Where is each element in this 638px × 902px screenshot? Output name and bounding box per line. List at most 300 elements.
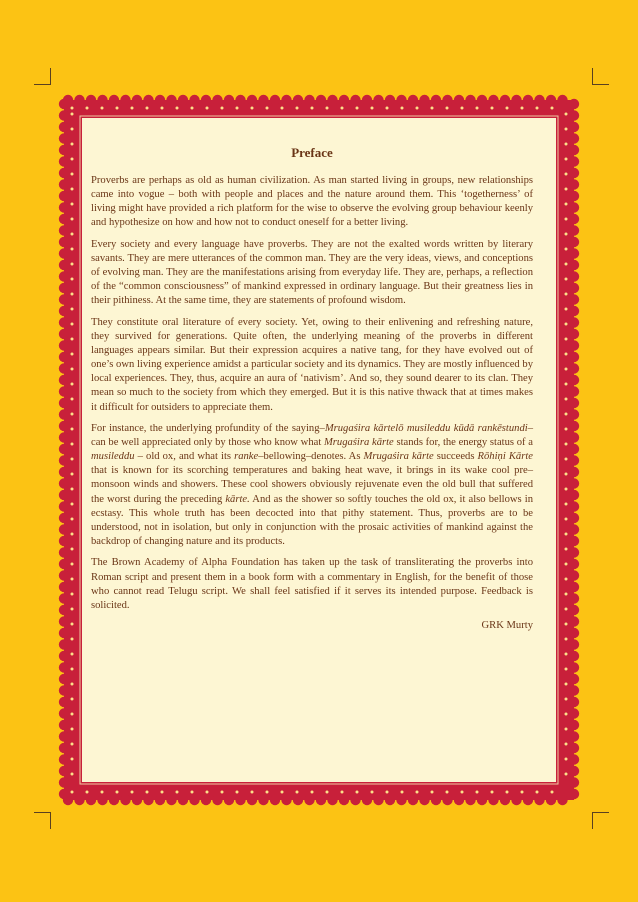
scallop [59,605,69,615]
scallop [59,352,69,362]
scallop [59,582,69,592]
frame-dot [71,608,74,611]
frame-dot [401,791,404,794]
scallop [569,789,579,799]
frame-dot [565,623,568,626]
scallop [59,743,69,753]
scallop [569,559,579,569]
scallop [362,795,372,805]
frame-dot [71,683,74,686]
scallop [59,168,69,178]
frame-dot [266,791,269,794]
scallop [59,513,69,523]
scallop [59,317,69,327]
scallop [59,651,69,661]
frame-dot [446,791,449,794]
scallop [59,524,69,534]
frame-dot [71,218,74,221]
frame-dot [491,107,494,110]
scallop [59,421,69,431]
frame-dot [86,107,89,110]
scallop [408,795,418,805]
scallop [569,237,579,247]
scallop [327,95,337,105]
frame-dot [236,107,239,110]
scallop [339,95,349,105]
scallop [166,95,176,105]
frame-dot [371,791,374,794]
scallop [500,795,510,805]
scallop [569,754,579,764]
scallop [569,674,579,684]
frame-dot [71,458,74,461]
scallop [569,122,579,132]
frame-dot [71,563,74,566]
scallop [189,95,199,105]
frame-dot [71,548,74,551]
frame-dot [565,668,568,671]
frame-dot [565,653,568,656]
frame-dot [71,338,74,341]
frame-dot [71,428,74,431]
scallop [59,570,69,580]
frame-dot [476,107,479,110]
scallop [569,283,579,293]
frame-dot [101,107,104,110]
scallop [419,795,429,805]
scallop [569,708,579,718]
scallop [569,582,579,592]
scallop [59,490,69,500]
scallop [477,95,487,105]
scallop [59,777,69,787]
scallop [569,248,579,258]
frame-dot [71,758,74,761]
frame-dot [206,791,209,794]
scallop [569,513,579,523]
scallop [385,795,395,805]
scallop [569,99,579,109]
scallop [155,795,165,805]
scallop [396,795,406,805]
scallop [59,593,69,603]
frame-dot [71,518,74,521]
frame-dot [296,791,299,794]
scallop [511,795,521,805]
frame-dot [221,791,224,794]
frame-dot [565,143,568,146]
scallop [59,133,69,143]
frame-dot [565,158,568,161]
scallop [281,795,291,805]
paragraph [91,316,533,415]
scallop [59,547,69,557]
frame-dot [71,713,74,716]
author-signature: GRK Murty [481,620,533,632]
scallop [569,352,579,362]
scallop [59,731,69,741]
paragraph [91,422,533,549]
scallop [212,95,222,105]
italic-term: musileddu [91,451,135,463]
frame-dot [565,488,568,491]
scallop [569,214,579,224]
scallop [316,95,326,105]
scallop [327,795,337,805]
frame-dot [565,698,568,701]
scallop [569,766,579,776]
scallop [569,386,579,396]
scallop [59,467,69,477]
scallop [569,202,579,212]
frame-dot [565,368,568,371]
scallop [166,795,176,805]
scallop [201,95,211,105]
frame-dot [161,791,164,794]
frame-dot [236,791,239,794]
frame-dot [401,107,404,110]
scallop [59,432,69,442]
text-run: – old ox, and what its [134,451,235,463]
frame-dot [565,743,568,746]
scallop [59,145,69,155]
scallop [569,110,579,120]
scallop [59,455,69,465]
italic-term: Mrugaśira kārte [363,451,434,463]
frame-dot [71,638,74,641]
frame-dot [565,593,568,596]
scallop [431,795,441,805]
scallop [569,524,579,534]
paragraph [91,174,533,230]
scallop [523,795,533,805]
scallop [258,795,268,805]
frame-dot [551,791,554,794]
frame-dot [565,233,568,236]
scallop [120,95,130,105]
scallop [569,156,579,166]
scallop [569,639,579,649]
frame-dot [191,791,194,794]
scallop [569,317,579,327]
scallop [350,795,360,805]
scallop [59,616,69,626]
frame-dot [506,791,509,794]
scallop [281,95,291,105]
frame-dot [311,107,314,110]
scallop [59,214,69,224]
scallop [511,95,521,105]
scallop [569,398,579,408]
frame-dot [416,791,419,794]
frame-dot [146,791,149,794]
frame-dot [356,791,359,794]
scallop [569,490,579,500]
frame-dot [565,113,568,116]
frame-dot [71,323,74,326]
scallop [59,478,69,488]
scallop [534,95,544,105]
frame-dot [341,791,344,794]
frame-dot [71,353,74,356]
frame-dot [71,653,74,656]
scallop [235,795,245,805]
frame-dot [565,428,568,431]
scallop [465,95,475,105]
scallop [97,95,107,105]
scallop [155,95,165,105]
frame-dot [101,791,104,794]
frame-dot [565,563,568,566]
scallop [178,95,188,105]
frame-dot [71,107,74,110]
frame-dot [71,188,74,191]
scallop [59,225,69,235]
scallop [442,795,452,805]
frame-dot [521,107,524,110]
frame-dot [565,548,568,551]
scallop [454,795,464,805]
scallop [569,731,579,741]
frame-dot [565,188,568,191]
frame-dot [565,578,568,581]
scallop [569,478,579,488]
frame-dot [326,791,329,794]
scallop [258,95,268,105]
scallop [523,95,533,105]
scallop [86,95,96,105]
scallop [569,455,579,465]
scallop [59,283,69,293]
scallop [569,329,579,339]
scallop [396,95,406,105]
scallop [143,95,153,105]
frame-dot [521,791,524,794]
scallop [293,95,303,105]
scallop [339,795,349,805]
frame-dot [565,773,568,776]
scallop [59,363,69,373]
frame-dot [386,107,389,110]
italic-term: Rōhiṇi Kārte [477,451,533,463]
scallop [500,95,510,105]
frame-dot [565,683,568,686]
text-run: stands for, the energy status of a [393,437,533,449]
preface-body [91,174,533,613]
frame-dot [341,107,344,110]
scallop [569,536,579,546]
frame-dot [565,248,568,251]
frame-dot [71,398,74,401]
scallop [546,95,556,105]
frame-dot [565,293,568,296]
scallop [569,191,579,201]
scallop [569,260,579,270]
scallop [97,795,107,805]
frame-dot [71,293,74,296]
scallop [59,306,69,316]
scallop [59,501,69,511]
scallop [316,795,326,805]
scallop [569,743,579,753]
scallop [270,795,280,805]
frame-dot [565,443,568,446]
scallop [212,795,222,805]
scallop [488,795,498,805]
frame-dot [71,173,74,176]
frame-dot [71,488,74,491]
frame-dot [71,233,74,236]
scallop [569,444,579,454]
frame-dot [536,791,539,794]
frame-dot [281,791,284,794]
scallop [569,294,579,304]
frame-dot [71,248,74,251]
scallop [385,95,395,105]
italic-term: Mrugaśira kārtelō musileddu kūdā rankēstundi [324,423,528,435]
frame-dot [191,107,194,110]
scallop [569,605,579,615]
frame-dot [71,263,74,266]
frame-dot [221,107,224,110]
scallop [59,444,69,454]
scallop [557,95,567,105]
scallop [59,789,69,799]
frame-dot [431,107,434,110]
scallop [59,237,69,247]
scallop [569,375,579,385]
scallop [569,651,579,661]
text-run: Every society and every language have proverbs. They are not the exalted words written by literary savants. They are mere utterances of the common man. They are the very ideas, views, and conceptions of evolving man. They are the manifestations arising from everyday life. They are, perhaps, a reflection of the “common consciousness” of mankind expressed in ordinary language. But their greatness lies in their pithiness. At the same time, they are statements of profound wisdom. [91,238,533,307]
frame-dot [565,383,568,386]
frame-dot [71,158,74,161]
scallop [59,674,69,684]
frame-dot [176,107,179,110]
frame-dot [266,107,269,110]
frame-dot [71,143,74,146]
scallop [569,432,579,442]
text-run: They constitute oral literature of every society. Yet, owing to their enlivening and refreshing nature, they survived for generations. Quite often, the underlying meaning of the proverbs in different languages appears similar. But their expression acquires a native tang, for they have evolved out of one’s own living experience amidst a particular society and its dynamics. They are mostly influenced by local experiences. They, thus, acquire an aura of ‘nativism’. And so, they sound dearer to its clan. They mean so much to the society from which they emerged. But it is this native thwack that at times makes it difficult for outsiders to appreciate them. [91,316,533,413]
text-run: that is known for its scorching temperatures and baking heat wave, it brings in its wake cool pre–monsoon winds and showers. These cool showers obviously rejuvenate even the old bull that suffered the worst during the preceding [91,465,533,505]
scallop [569,133,579,143]
scallop [59,398,69,408]
italic-term: ranke [234,451,259,463]
scallop [59,386,69,396]
frame-dot [565,353,568,356]
scallop [569,501,579,511]
scallop [454,95,464,105]
scallop [569,628,579,638]
frame-dot [506,107,509,110]
scallop [546,795,556,805]
scallop [569,225,579,235]
scallop [59,708,69,718]
scallop [59,156,69,166]
scallop [534,795,544,805]
frame-dot [386,791,389,794]
scallop [569,467,579,477]
frame-dot [71,593,74,596]
scallop [59,754,69,764]
text-run: succeeds [433,451,478,463]
frame-dot [176,791,179,794]
scallop [293,795,303,805]
scallop [373,95,383,105]
scallop [143,795,153,805]
frame-dot [71,113,74,116]
scallop [373,795,383,805]
scallop [59,122,69,132]
scallop [569,363,579,373]
scallop [569,306,579,316]
scallop [59,536,69,546]
frame-dot [71,308,74,311]
scallop [557,795,567,805]
text-run: –can be well appreciated only by those who know what [91,423,533,449]
scallop [201,795,211,805]
scallop [569,593,579,603]
frame-dot [416,107,419,110]
frame-dot [371,107,374,110]
frame-dot [71,413,74,416]
scallop [569,547,579,557]
paragraph [91,238,533,308]
scallop [132,95,142,105]
scallop [488,95,498,105]
scallop [270,95,280,105]
scallop [59,248,69,258]
frame-dot [565,473,568,476]
italic-term: Mrugaśira kārte [323,437,394,449]
frame-dot [461,107,464,110]
frame-dot [71,773,74,776]
frame-dot [251,791,254,794]
page-title: Preface [291,145,333,160]
scallop [59,628,69,638]
scallop [465,795,475,805]
scallop [59,191,69,201]
scallop [189,795,199,805]
frame-dot [565,128,568,131]
text-run: And as the shower so softly touches the old ox, it also bellows in ecstasy. This whole truth has been decocted into that pithy statement. Thus, proverbs are to be understood, not in isolation, but only in conjunction with the prosaic activities of mankind against the backdrop of changing nature and its products. [91,493,533,547]
frame-dot [491,791,494,794]
frame-dot [206,107,209,110]
scallop [569,409,579,419]
scallop [419,95,429,105]
frame-dot [326,107,329,110]
scallop [120,795,130,805]
frame-dot [565,503,568,506]
frame-dot [131,107,134,110]
frame-dot [71,698,74,701]
frame-dot [565,758,568,761]
scallop [569,570,579,580]
scallop [224,795,234,805]
frame-dot [565,323,568,326]
frame-dot [71,278,74,281]
scallop [304,95,314,105]
scallop [569,168,579,178]
frame-dot [71,533,74,536]
frame-dot [565,338,568,341]
scallop [569,616,579,626]
scallop [59,559,69,569]
frame-dot [71,368,74,371]
scallop [59,271,69,281]
paragraph [91,556,533,612]
text-run: –bellowing–denotes. As [258,451,364,463]
scallop [569,662,579,672]
